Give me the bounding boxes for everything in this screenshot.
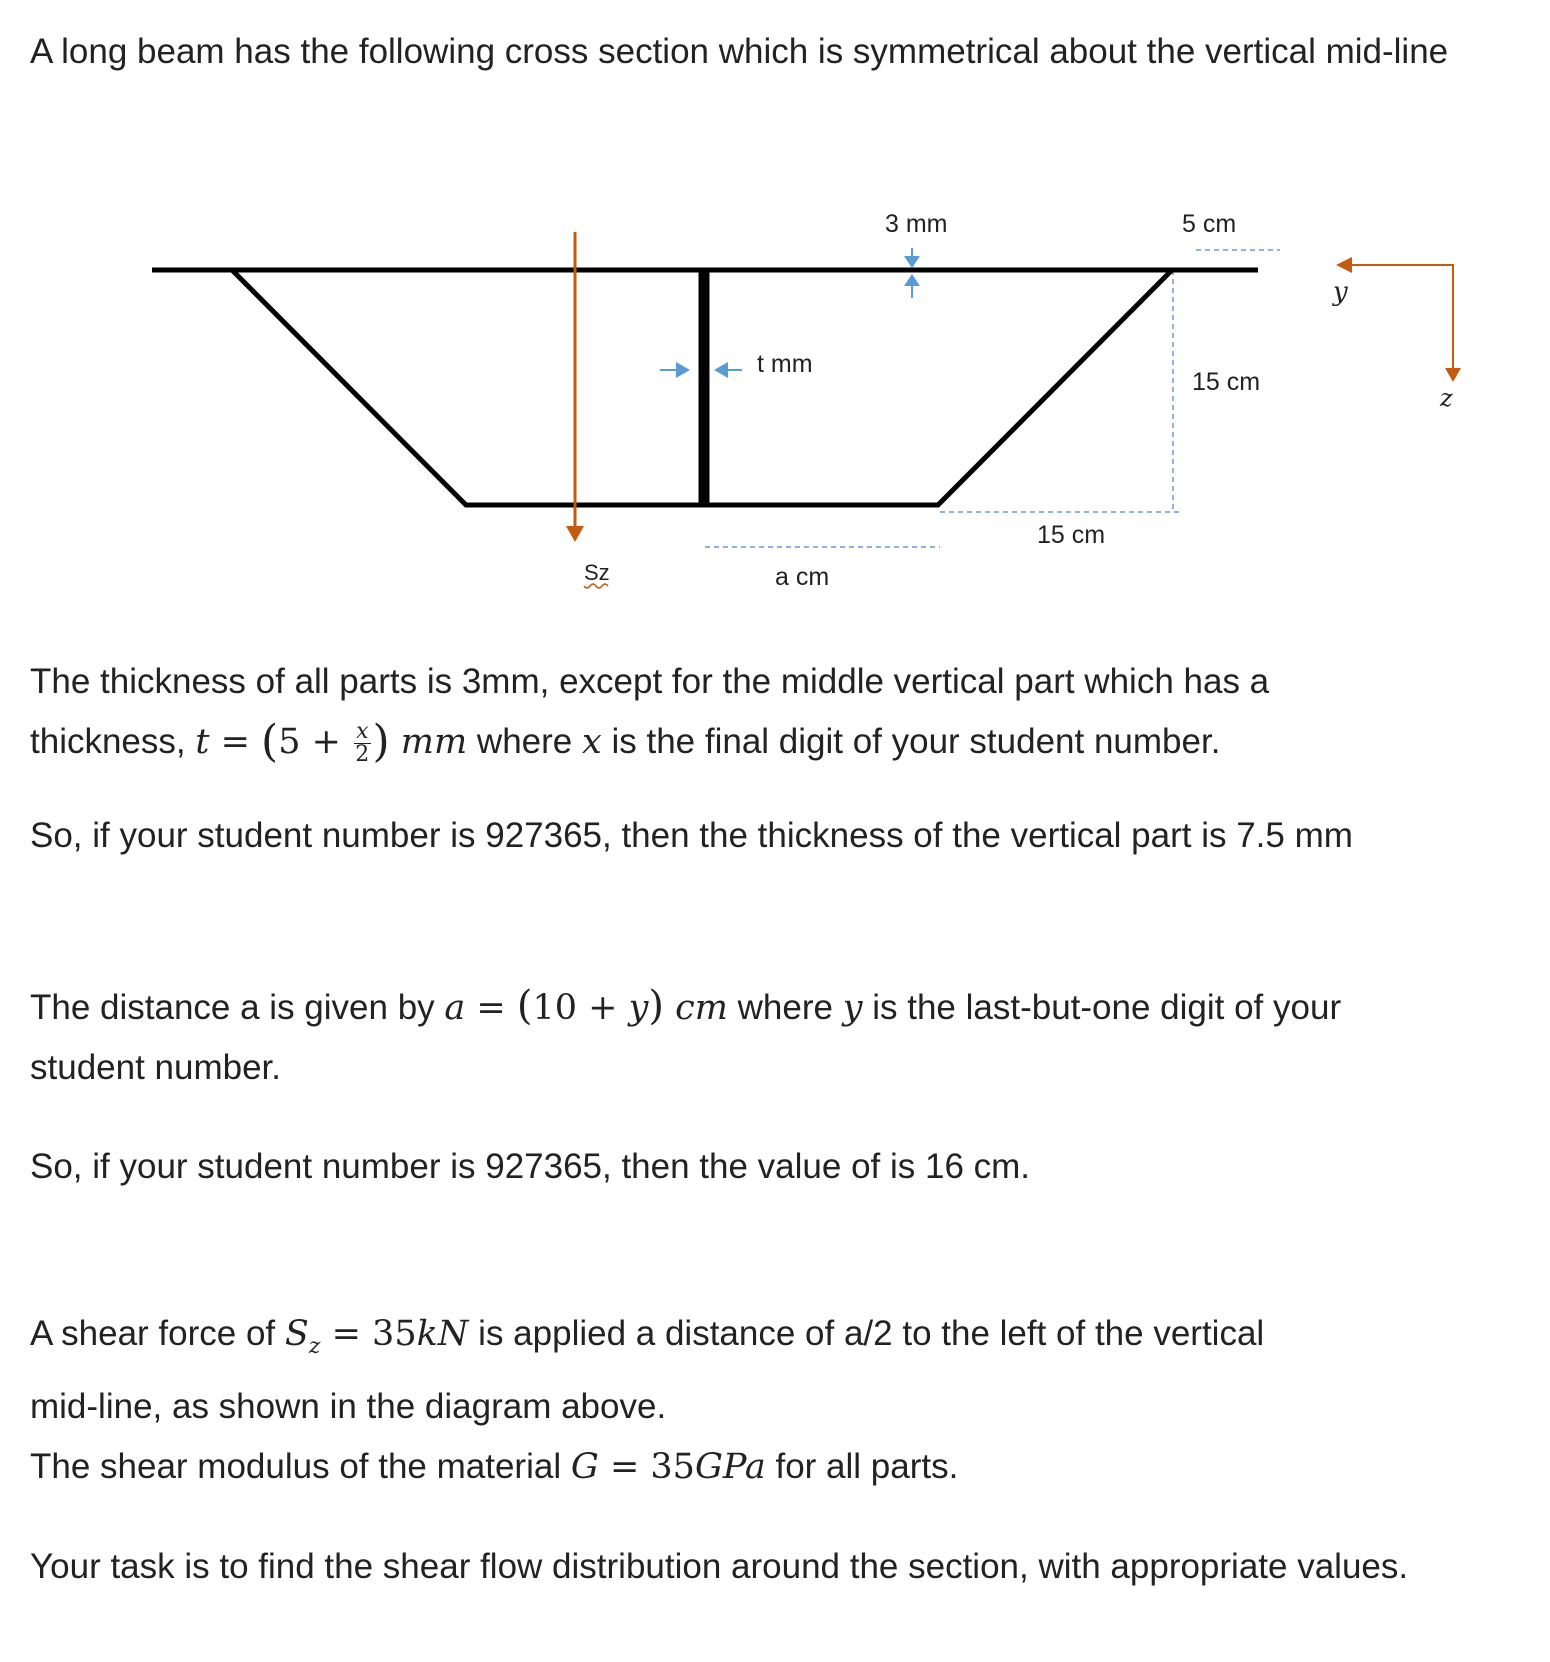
- label-top-thickness: 3 mm: [885, 210, 948, 238]
- shear-force-arrow: [566, 232, 584, 542]
- label-height: 15 cm: [1192, 368, 1261, 396]
- shear-paragraph: [30, 1304, 1530, 1497]
- thickness-paragraph: [30, 652, 1530, 772]
- var-y: y: [842, 988, 863, 1028]
- label-axis-y: y: [1333, 277, 1348, 307]
- axes-indicator: [1336, 257, 1461, 382]
- distance-paragraph: [30, 976, 1530, 1098]
- thickness-where: where: [476, 722, 573, 761]
- distance-example: So, if your student number is 927365, then the value of is 16 cm.: [30, 1147, 1031, 1186]
- thickness-label: thickness,: [30, 722, 186, 761]
- distance-line-2: student number.: [30, 1048, 281, 1087]
- shear-line-2: mid-line, as shown in the diagram above.: [30, 1387, 667, 1426]
- thickness-end: is the final digit of your student number.: [611, 722, 1221, 761]
- thickness-formula: t = (5 + $\frac{x}{2}$ ) mm: [195, 716, 468, 767]
- dimension-lines: [705, 250, 1280, 547]
- modulus-formula: G = 35GPa: [570, 1447, 766, 1487]
- label-force: Sz: [584, 560, 610, 585]
- distance-suffix: is the last-but-one digit of your: [872, 988, 1342, 1027]
- label-bottom-offset: 15 cm: [1037, 521, 1106, 549]
- distance-formula: a = (10 + y) cm: [444, 983, 728, 1029]
- modulus-suffix: for all parts.: [775, 1447, 959, 1486]
- thickness-example: So, if your student number is 927365, then the thickness of the vertical part is 7.5 mm: [30, 816, 1353, 855]
- cross-section-diagram: [0, 190, 1550, 620]
- distance-prefix: The distance a is given by: [30, 988, 435, 1027]
- flange-thickness-arrows: [904, 248, 920, 298]
- shear-suffix: is applied a distance of a/2 to the left of the vertical: [478, 1314, 1265, 1353]
- modulus-prefix: The shear modulus of the material: [30, 1447, 562, 1486]
- label-web-thickness: t mm: [757, 350, 813, 378]
- task-text: Your task is to find the shear flow distribution around the section, with appropriate values.: [30, 1547, 1409, 1586]
- shear-prefix: A shear force of: [30, 1314, 276, 1353]
- label-a-dimension: a cm: [775, 563, 830, 591]
- thickness-line-1: The thickness of all parts is 3mm, except for the middle vertical part which has a: [30, 662, 1270, 701]
- var-x: x: [581, 722, 602, 762]
- label-axis-z: z: [1440, 384, 1453, 412]
- shear-formula: $S_z = 35kN$: [284, 1314, 469, 1359]
- label-top-width: 5 cm: [1182, 210, 1237, 238]
- intro-text: A long beam has the following cross section which is symmetrical about the vertical mid-line: [30, 32, 1449, 71]
- distance-where: where: [737, 988, 833, 1027]
